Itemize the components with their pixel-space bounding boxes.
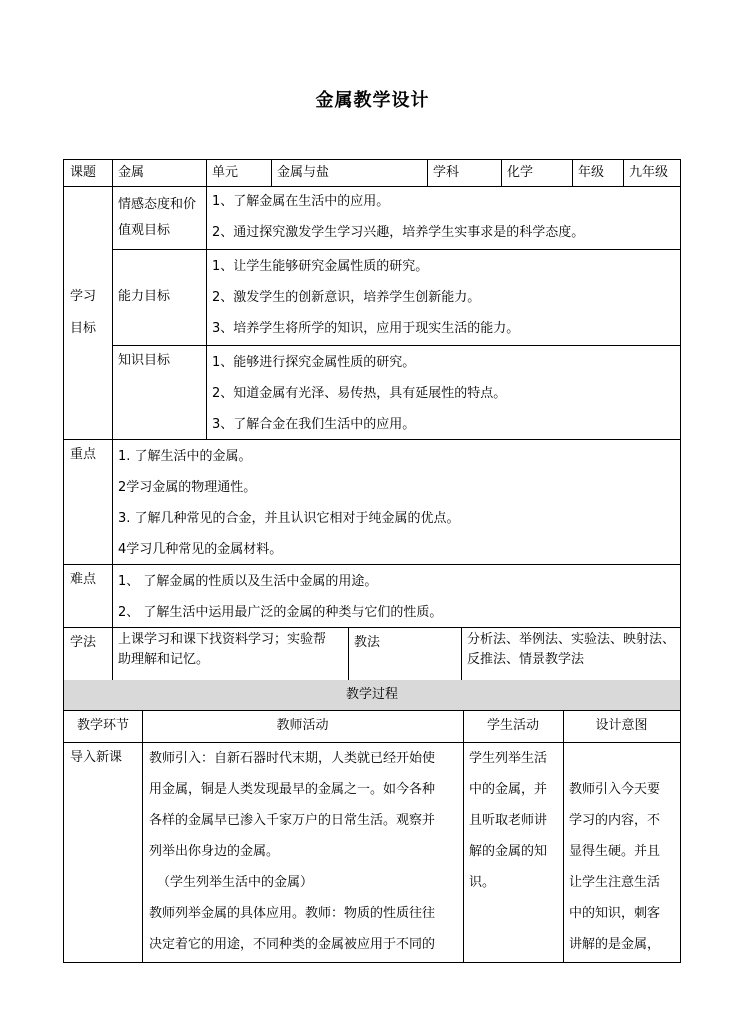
ability-item-1: 1、让学生能够研究金属性质的研究。 bbox=[212, 259, 429, 274]
jiaofa-value bbox=[461, 627, 681, 681]
keti-value: 金属 bbox=[112, 159, 207, 187]
ability-label: 能力目标 bbox=[112, 249, 207, 346]
emotion-items bbox=[206, 186, 681, 250]
process-stage: 导入新课 bbox=[63, 742, 143, 963]
intent-line-4: 让学生注意生活 bbox=[569, 875, 661, 890]
difficulties-label: 难点 bbox=[63, 564, 113, 628]
knowledge-items bbox=[206, 345, 681, 440]
student-line-1: 学生列举生活 bbox=[469, 751, 548, 766]
knowledge-label: 知识目标 bbox=[112, 345, 207, 440]
keti-label: 课题 bbox=[63, 159, 113, 187]
emotion-label-line2: 值观目标 bbox=[118, 223, 171, 238]
objectives-label-line1: 学习 bbox=[70, 288, 97, 304]
jiaofa-value-line1: 分析法、举例法、实验法、映射法、 bbox=[467, 632, 676, 647]
process-title: 教学过程 bbox=[63, 680, 681, 711]
student-line-2: 中的金属，并 bbox=[469, 782, 548, 797]
nianji-label: 年级 bbox=[572, 159, 624, 187]
nianji-value: 九年级 bbox=[623, 159, 681, 187]
student-line-3: 且听取老师讲 bbox=[469, 813, 548, 828]
student-line-4: 解的金属的知 bbox=[469, 844, 548, 859]
teacher-line-2: 用金属，铜是人类发现最早的金属之一。如今各种 bbox=[149, 782, 436, 797]
intent-line-1: 教师引入今天要 bbox=[569, 782, 661, 797]
ability-item-2: 2、激发学生的创新意识，培养学生创新能力。 bbox=[212, 290, 481, 305]
knowledge-item-2: 2、知道金属有光泽、易传热，具有延展性的特点。 bbox=[212, 386, 507, 401]
xuefa-value bbox=[112, 627, 349, 681]
emotion-label bbox=[112, 186, 207, 250]
danyuan-value: 金属与盐 bbox=[271, 159, 428, 187]
xuefa-value-line1: 上课学习和课下找资料学习；实验帮 bbox=[118, 632, 327, 647]
keypoint-item-1: 1. 了解生活中的金属。 bbox=[118, 449, 252, 464]
teacher-line-7: 决定着它的用途，不同种类的金属被应用于不同的 bbox=[149, 937, 436, 952]
intent-line-6: 讲解的是金属， bbox=[569, 937, 661, 952]
difficulties-items bbox=[112, 564, 681, 628]
ability-item-3: 3、培养学生将所学的知识，应用于现实生活的能力。 bbox=[212, 321, 520, 336]
xuefa-value-line2: 助理解和记忆。 bbox=[118, 652, 210, 667]
teacher-line-6: 教师列举金属的具体应用。教师：物质的性质往往 bbox=[149, 906, 436, 921]
xuefa-label: 学法 bbox=[63, 627, 113, 681]
keypoints-label: 重点 bbox=[63, 439, 113, 565]
teacher-line-3: 各样的金属早已渗入千家万户的日常生活。观察并 bbox=[149, 813, 436, 828]
teacher-line-4: 列举出你身边的金属。 bbox=[149, 844, 280, 859]
emotion-label-line1: 情感态度和价 bbox=[118, 197, 197, 212]
teacher-line-1: 教师引入：自新石器时代末期，人类就已经开始使 bbox=[149, 751, 436, 766]
knowledge-item-3: 3、了解合金在我们生活中的应用。 bbox=[212, 417, 416, 432]
process-design-intent bbox=[563, 742, 681, 963]
process-header-stage: 教学环节 bbox=[63, 710, 143, 743]
knowledge-item-1: 1、能够进行探究金属性质的研究。 bbox=[212, 355, 416, 370]
xueke-label: 学科 bbox=[427, 159, 502, 187]
objectives-label-line2: 目标 bbox=[70, 320, 97, 336]
keypoints-items bbox=[112, 439, 681, 565]
intent-line-5: 中的知识，刺客 bbox=[569, 906, 661, 921]
process-header-teacher: 教师活动 bbox=[142, 710, 464, 743]
intent-line-3: 显得生硬。并且 bbox=[569, 844, 661, 859]
page-title: 金属教学设计 bbox=[315, 90, 430, 111]
student-line-5: 识。 bbox=[469, 875, 496, 890]
process-teacher-activity bbox=[142, 742, 464, 963]
process-student-activity bbox=[463, 742, 564, 963]
danyuan-label: 单元 bbox=[206, 159, 272, 187]
objectives-label bbox=[63, 186, 113, 440]
process-header-student: 学生活动 bbox=[463, 710, 564, 743]
intent-line-2: 学习的内容，不 bbox=[569, 813, 661, 828]
keypoint-item-2: 2学习金属的物理通性。 bbox=[118, 480, 257, 495]
jiaofa-value-line2: 反推法、情景教学法 bbox=[467, 652, 585, 667]
ability-items bbox=[206, 249, 681, 346]
keypoint-item-3: 3. 了解几种常见的合金，并且认识它相对于纯金属的优点。 bbox=[118, 511, 460, 526]
xueke-value: 化学 bbox=[501, 159, 573, 187]
process-header-intent: 设计意图 bbox=[563, 710, 681, 743]
difficulty-item-2: 2、 了解生活中运用最广泛的金属的种类与它们的性质。 bbox=[118, 605, 443, 620]
emotion-item-2: 2、通过探究激发学生学习兴趣，培养学生实事求是的科学态度。 bbox=[212, 225, 585, 240]
difficulty-item-1: 1、 了解金属的性质以及生活中金属的用途。 bbox=[118, 574, 378, 589]
jiaofa-label: 教法 bbox=[348, 627, 462, 681]
teacher-line-5: （学生列举生活中的金属） bbox=[157, 875, 314, 890]
keypoint-item-4: 4学习几种常见的金属材料。 bbox=[118, 542, 283, 557]
emotion-item-1: 1、了解金属在生活中的应用。 bbox=[212, 194, 390, 209]
